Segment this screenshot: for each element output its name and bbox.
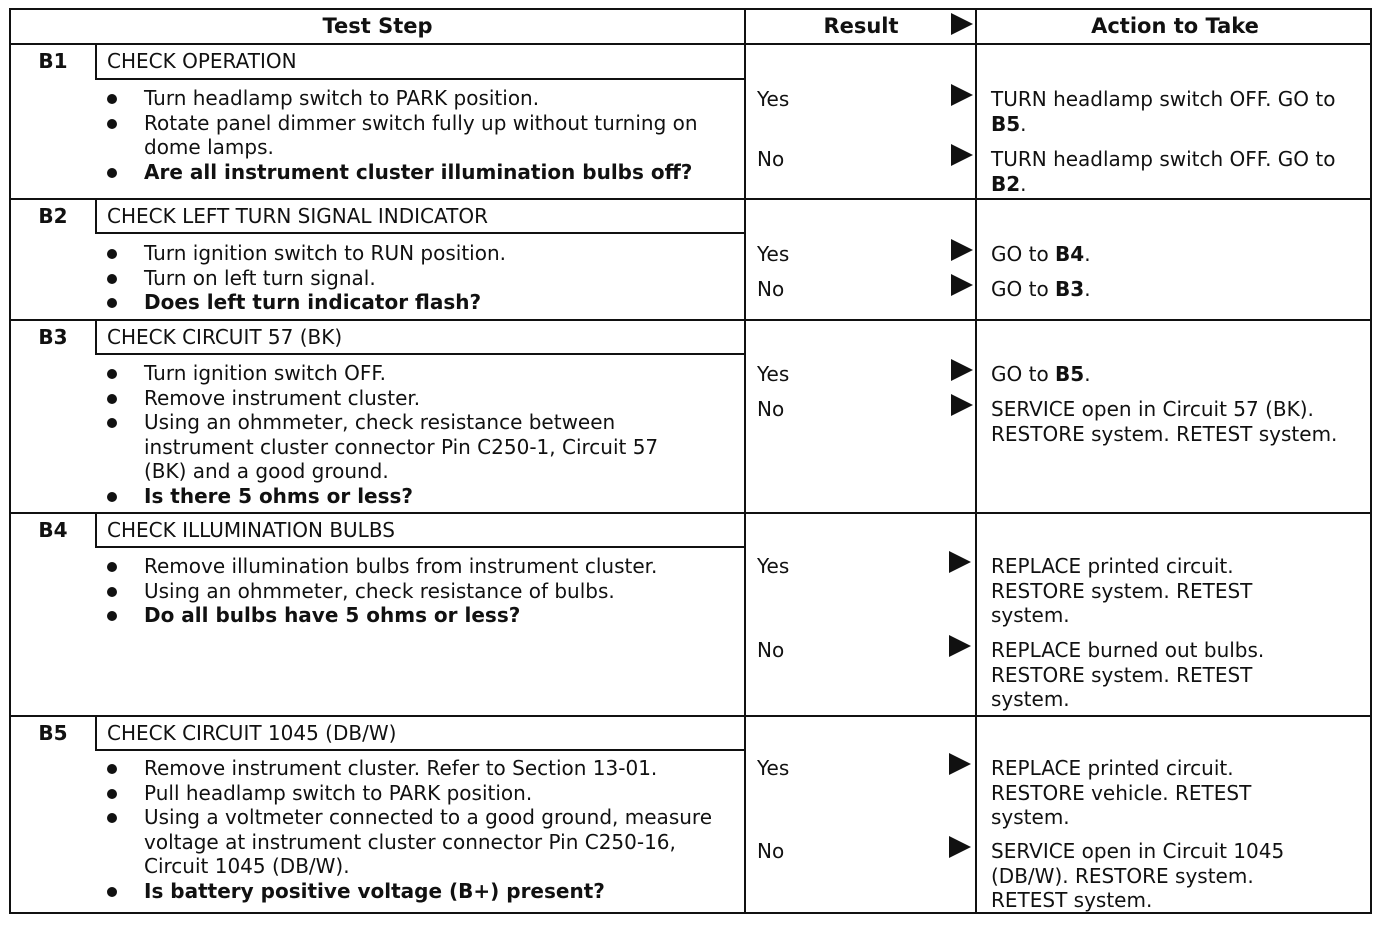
step-id-b5: B5 xyxy=(38,721,68,745)
step-title-b4: CHECK ILLUMINATION BULBS xyxy=(107,518,395,542)
id-divider-b5 xyxy=(95,715,97,749)
result-arrow-icon xyxy=(951,274,973,296)
result-arrow-icon xyxy=(951,239,973,261)
result-arrow-icon xyxy=(951,394,973,416)
bullet-dot-icon xyxy=(107,249,117,259)
header-action: Action to Take xyxy=(1091,14,1259,38)
step-id-b4: B4 xyxy=(38,518,68,542)
step-title-b2: CHECK LEFT TURN SIGNAL INDICATOR xyxy=(107,204,488,228)
step-title-b5: CHECK CIRCUIT 1045 (DB/W) xyxy=(107,721,397,745)
bullet-item: Remove instrument cluster. Refer to Section 13-01. xyxy=(107,756,747,781)
bullet-question: Does left turn indicator flash? xyxy=(107,290,747,315)
action-yes-b4: REPLACE printed circuit. RESTORE system. RETEST system. xyxy=(991,554,1253,627)
bullet-dot-icon xyxy=(107,887,117,897)
bullet-dot-icon xyxy=(107,764,117,774)
step-bullets-b4 xyxy=(107,554,747,628)
step-id-b3: B3 xyxy=(38,325,68,349)
result-no-b3: No xyxy=(757,397,785,421)
result-arrow-icon xyxy=(949,753,971,775)
result-arrow-icon xyxy=(951,84,973,106)
bullet-dot-icon xyxy=(107,168,117,178)
step-bullets-b5 xyxy=(107,756,747,903)
row-divider-b5 xyxy=(11,715,1372,717)
result-yes-b2: Yes xyxy=(757,242,790,266)
bullet-dot-icon xyxy=(107,789,117,799)
bullet-dot-icon xyxy=(107,94,117,104)
result-no-b5: No xyxy=(757,839,785,863)
action-yes-b5: REPLACE printed circuit. RESTORE vehicle. RETEST system. xyxy=(991,756,1252,829)
result-yes-b3: Yes xyxy=(757,362,790,386)
result-yes-b1: Yes xyxy=(757,87,790,111)
bullet-item: Pull headlamp switch to PARK position. xyxy=(107,781,747,806)
id-divider-b4 xyxy=(95,512,97,546)
result-no-b2: No xyxy=(757,277,785,301)
header-test-step: Test Step xyxy=(322,14,433,38)
bullet-dot-icon xyxy=(107,298,117,308)
bullet-dot-icon xyxy=(107,813,117,823)
bullet-item: Turn ignition switch OFF. xyxy=(107,361,747,386)
step-title-b1: CHECK OPERATION xyxy=(107,49,297,73)
bullet-item: Using a voltmeter connected to a good ground, measure voltage at instrument cluster connector Pin C250-16, Circuit 1045 (DB/W). xyxy=(107,805,744,879)
column-divider-action xyxy=(975,10,977,914)
bullet-dot-icon xyxy=(107,492,117,502)
header-arrow-icon xyxy=(951,13,973,35)
step-bullets-b2 xyxy=(107,241,747,315)
result-yes-b5: Yes xyxy=(757,756,790,780)
result-no-b1: No xyxy=(757,147,785,171)
bullet-question: Do all bulbs have 5 ohms or less? xyxy=(107,603,747,628)
bullet-question: Are all instrument cluster illumination bulbs off? xyxy=(107,160,747,185)
step-bullets-b3 xyxy=(107,361,747,508)
bullet-item: Turn on left turn signal. xyxy=(107,266,747,291)
row-divider-b4 xyxy=(11,512,1372,514)
bullet-item: Remove instrument cluster. xyxy=(107,386,747,411)
result-arrow-icon xyxy=(951,359,973,381)
title-underline-b2 xyxy=(95,232,744,234)
header-divider xyxy=(11,43,1372,45)
id-divider-b1 xyxy=(95,43,97,78)
bullet-question: Is battery positive voltage (B+) present? xyxy=(107,879,747,904)
action-no-b1: TURN headlamp switch OFF. GO to B2. xyxy=(991,147,1336,196)
header-result: Result xyxy=(823,14,899,38)
bullet-item: Using an ohmmeter, check resistance of bulbs. xyxy=(107,579,747,604)
result-yes-b4: Yes xyxy=(757,554,790,578)
title-underline-b1 xyxy=(95,78,744,80)
bullet-dot-icon xyxy=(107,418,117,428)
bullet-item: Rotate panel dimmer switch fully up without turning on dome lamps. xyxy=(107,111,704,160)
result-no-b4: No xyxy=(757,638,785,662)
bullet-question: Is there 5 ohms or less? xyxy=(107,484,747,509)
result-arrow-icon xyxy=(949,635,971,657)
row-divider-b2 xyxy=(11,198,1372,200)
result-arrow-icon xyxy=(951,144,973,166)
step-title-b3: CHECK CIRCUIT 57 (BK) xyxy=(107,325,343,349)
action-no-b4: REPLACE burned out bulbs. RESTORE system. RETEST system. xyxy=(991,638,1265,711)
action-yes-b1: TURN headlamp switch OFF. GO to B5. xyxy=(991,87,1336,136)
row-divider-b3 xyxy=(11,319,1372,321)
bullet-dot-icon xyxy=(107,587,117,597)
bullet-dot-icon xyxy=(107,394,117,404)
bullet-dot-icon xyxy=(107,369,117,379)
bullet-item: Remove illumination bulbs from instrument cluster. xyxy=(107,554,747,579)
bullet-dot-icon xyxy=(107,274,117,284)
action-no-b3: SERVICE open in Circuit 57 (BK). RESTORE system. RETEST system. xyxy=(991,397,1338,446)
title-underline-b5 xyxy=(95,749,744,751)
result-arrow-icon xyxy=(949,551,971,573)
bullet-dot-icon xyxy=(107,611,117,621)
action-yes-b3: GO to B5. xyxy=(991,362,1091,386)
step-bullets-b1 xyxy=(107,86,747,184)
step-id-b1: B1 xyxy=(38,49,68,73)
id-divider-b2 xyxy=(95,198,97,232)
action-yes-b2: GO to B4. xyxy=(991,242,1091,266)
id-divider-b3 xyxy=(95,319,97,353)
bullet-item: Turn headlamp switch to PARK position. xyxy=(107,86,747,111)
bullet-item: Using an ohmmeter, check resistance between instrument cluster connector Pin C250-1, Circuit 57 (BK) and a good ground. xyxy=(107,410,704,484)
bullet-item: Turn ignition switch to RUN position. xyxy=(107,241,747,266)
title-underline-b3 xyxy=(95,353,744,355)
action-no-b5: SERVICE open in Circuit 1045 (DB/W). RESTORE system. RETEST system. xyxy=(991,839,1285,912)
title-underline-b4 xyxy=(95,546,744,548)
diagnostic-table xyxy=(9,8,1372,914)
bullet-dot-icon xyxy=(107,562,117,572)
action-no-b2: GO to B3. xyxy=(991,277,1091,301)
bullet-dot-icon xyxy=(107,119,117,129)
step-id-b2: B2 xyxy=(38,204,68,228)
result-arrow-icon xyxy=(949,836,971,858)
